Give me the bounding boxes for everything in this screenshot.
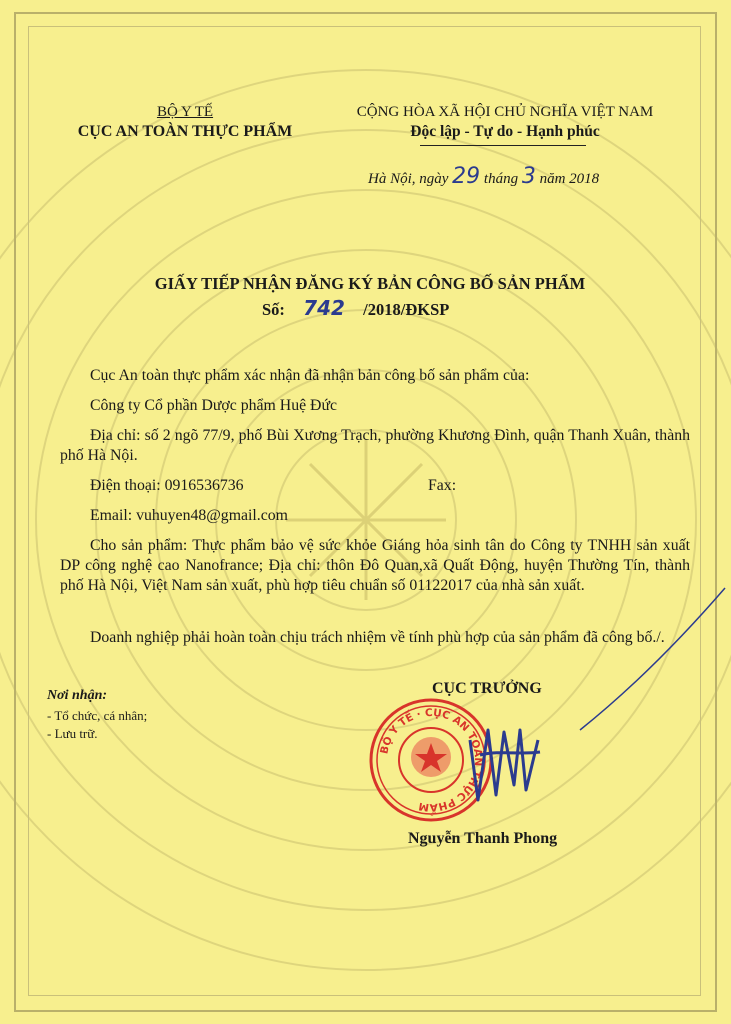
number-value: 742 bbox=[303, 296, 345, 320]
nation-name: CỘNG HÒA XÃ HỘI CHỦ NGHĨA VIỆT NAM bbox=[356, 104, 654, 120]
ministry-name: BỘ Y TẾ bbox=[156, 104, 214, 120]
number-suffix: /2018/ĐKSP bbox=[363, 300, 450, 319]
intro-text: Cục An toàn thực phẩm xác nhận đã nhận bản công bố sản phẩm của: bbox=[90, 367, 530, 384]
number-prefix: Số: bbox=[262, 300, 285, 319]
recipient-item: - Tổ chức, cá nhân; bbox=[47, 708, 148, 723]
date-month-word: tháng bbox=[483, 171, 519, 187]
recipient-item: - Lưu trữ. bbox=[47, 726, 98, 741]
date-year: năm 2018 bbox=[539, 171, 600, 187]
company-name: Công ty Cổ phần Dược phẩm Huệ Đức bbox=[90, 397, 338, 414]
company-email: Email: vuhuyen48@gmail.com bbox=[90, 507, 288, 524]
department-name: CỤC AN TOÀN THỰC PHẨM bbox=[77, 123, 293, 140]
handwritten-signature bbox=[440, 580, 730, 840]
responsibility-statement: Doanh nghiệp phải hoàn toàn chịu trách nhiệm về tính phù hợp của sản phẩm đã công bố./. bbox=[90, 629, 665, 646]
signer-title: CỤC TRƯỞNG bbox=[432, 680, 542, 697]
recipients-title: Nơi nhận: bbox=[47, 688, 108, 703]
company-fax: Fax: bbox=[428, 477, 457, 494]
date-prefix: Hà Nội, ngày bbox=[368, 171, 449, 187]
issue-date bbox=[368, 164, 599, 189]
national-header bbox=[330, 104, 680, 141]
motto-underline bbox=[420, 145, 586, 146]
date-day: 29 bbox=[452, 164, 481, 189]
document-number bbox=[262, 296, 449, 320]
company-address: Địa chỉ: số 2 ngõ 77/9, phố Bùi Xương Trạch, phường Khương Đình, quận Thanh Xuân, thành phố Hà Nội. bbox=[60, 427, 690, 464]
company-phone: Điện thoại: 0916536736 bbox=[90, 477, 244, 494]
product-description: Cho sản phẩm: Thực phẩm bảo vệ sức khỏe Giáng hỏa sinh tân do Công ty TNHH sản xuất DP công nghệ cao Nanofrance; Địa chỉ: thôn Đô Quan,xã Quất Động, huyện Thường Tín, thành phố Hà Nội, Việt Nam sản xuất, phù hợp tiêu chuẩn số 01122017 của nhà sản xuất. bbox=[60, 537, 690, 594]
document-title: GIẤY TIẾP NHẬN ĐĂNG KÝ BẢN CÔNG BỐ SẢN PHẨM bbox=[154, 274, 586, 293]
issuer-header bbox=[60, 104, 310, 141]
national-motto: Độc lập - Tự do - Hạnh phúc bbox=[410, 123, 600, 140]
seal-text: BỘ Y TẾ · CỤC AN TOÀN THỰC PHẨM bbox=[378, 706, 485, 814]
signer-name: Nguyễn Thanh Phong bbox=[408, 830, 558, 847]
date-month: 3 bbox=[521, 164, 536, 189]
